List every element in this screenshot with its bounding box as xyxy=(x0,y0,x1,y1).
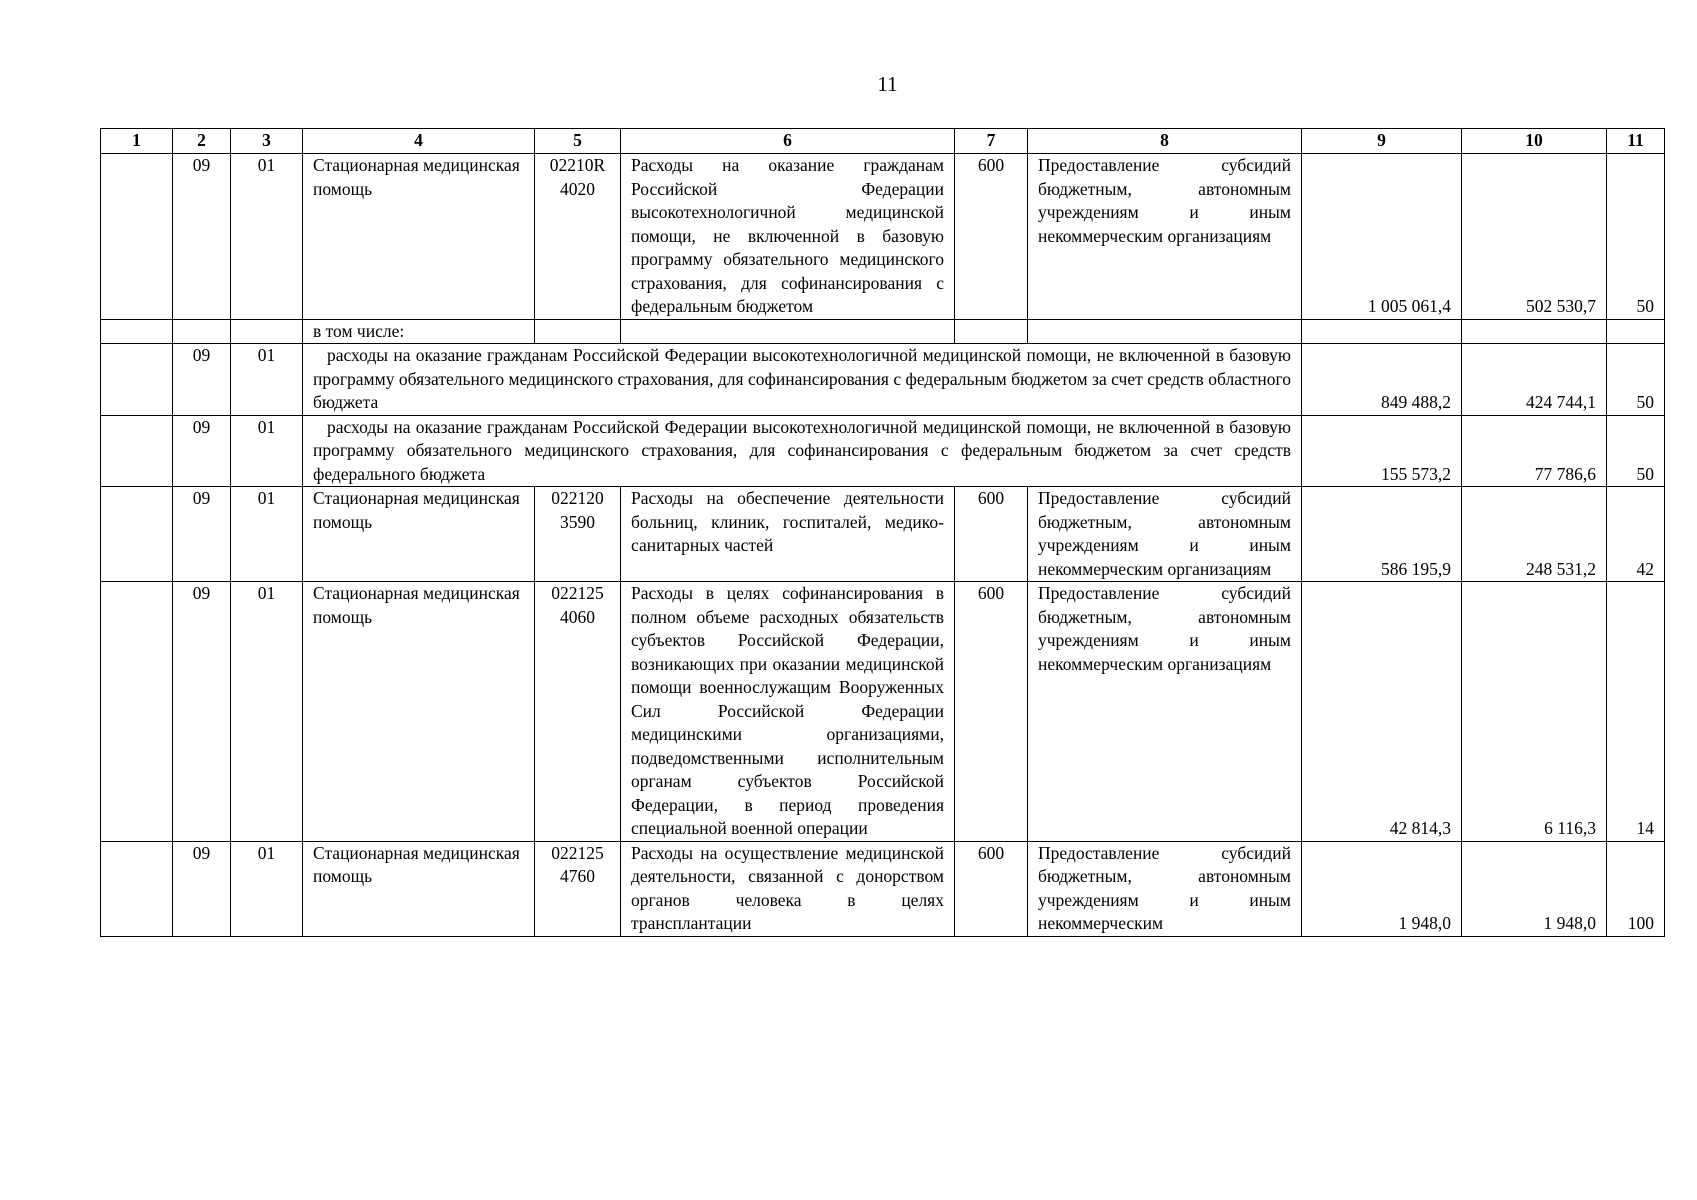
cell-description: Расходы на осуществление медицинской деятельности, связанной с донорством органов человека в целях трансплантации xyxy=(621,841,955,936)
cell-col9: 586 195,9 xyxy=(1302,487,1462,582)
cell-type-code: 600 xyxy=(955,154,1028,320)
cell-description: Расходы на оказание гражданам Российской Федерации высокотехнологичной медицинской помощи, не включенной в базовую программу обязательного медицинского страхования, для софинансирования с федеральным бюджетом xyxy=(621,154,955,320)
col-header-8: 8 xyxy=(1028,129,1302,154)
cell-col11: 42 xyxy=(1607,487,1665,582)
col-header-7: 7 xyxy=(955,129,1028,154)
cell-empty xyxy=(621,319,955,344)
cell-subsection: 01 xyxy=(231,487,303,582)
cell-type-name: Предоставление субсидий бюджетным, автономным учреждениям и иным некоммерческим организациям xyxy=(1028,487,1302,582)
cell-col10: 6 116,3 xyxy=(1462,582,1607,842)
cell-empty xyxy=(535,319,621,344)
cell-empty xyxy=(955,319,1028,344)
cell-col1 xyxy=(101,487,173,582)
col-header-4: 4 xyxy=(303,129,535,154)
cell-col11: 100 xyxy=(1607,841,1665,936)
cell-type-code: 600 xyxy=(955,841,1028,936)
col-header-10: 10 xyxy=(1462,129,1607,154)
cell-subsection: 01 xyxy=(231,415,303,487)
cell-name: Стационарная медицинская помощь xyxy=(303,154,535,320)
col-header-1: 1 xyxy=(101,129,173,154)
cell-col10: 77 786,6 xyxy=(1462,415,1607,487)
cell-section: 09 xyxy=(173,154,231,320)
table-row xyxy=(101,154,1665,320)
cell-type-code: 600 xyxy=(955,487,1028,582)
table-row xyxy=(101,582,1665,842)
cell-col1 xyxy=(101,344,173,416)
cell-empty xyxy=(231,319,303,344)
page-number: 11 xyxy=(877,72,898,96)
cell-code: 022120 3590 xyxy=(535,487,621,582)
cell-type-name: Предоставление субсидий бюджетным, автономным учреждениям и иным некоммерческим xyxy=(1028,841,1302,936)
cell-col9: 42 814,3 xyxy=(1302,582,1462,842)
cell-merged-description: расходы на оказание гражданам Российской Федерации высокотехнологичной медицинской помощи, не включенной в базовую программу обязательного медицинского страхования, для софинансирования с федеральным бюджетом за счет средств федерального бюджета xyxy=(303,415,1302,487)
table-row xyxy=(101,487,1665,582)
col-header-3: 3 xyxy=(231,129,303,154)
cell-description: Расходы в целях софинансирования в полном объеме расходных обязательств субъектов Российской Федерации, возникающих при оказании медицинской помощи военнослужащим Вооруженных Сил Российской Федерации медицинскими организациями, подведомственными исполнительным органам субъектов Российской Федерации, в период проведения специальной военной операции xyxy=(621,582,955,842)
cell-code: 02210R 4020 xyxy=(535,154,621,320)
cell-col10: 424 744,1 xyxy=(1462,344,1607,416)
cell-section: 09 xyxy=(173,487,231,582)
budget-table xyxy=(100,128,1665,937)
table-row xyxy=(101,344,1665,416)
col-header-9: 9 xyxy=(1302,129,1462,154)
cell-type-name: Предоставление субсидий бюджетным, автономным учреждениям и иным некоммерческим организациям xyxy=(1028,582,1302,842)
cell-col11: 14 xyxy=(1607,582,1665,842)
cell-col1 xyxy=(101,154,173,320)
cell-col1 xyxy=(101,841,173,936)
col-header-5: 5 xyxy=(535,129,621,154)
cell-code: 022125 4760 xyxy=(535,841,621,936)
cell-empty xyxy=(101,319,173,344)
col-header-11: 11 xyxy=(1607,129,1665,154)
cell-empty xyxy=(1462,319,1607,344)
cell-name: Стационарная медицинская помощь xyxy=(303,487,535,582)
cell-col1 xyxy=(101,582,173,842)
cell-col9: 1 005 061,4 xyxy=(1302,154,1462,320)
cell-section: 09 xyxy=(173,582,231,842)
cell-including-label: в том числе: xyxy=(303,319,535,344)
cell-merged-description: расходы на оказание гражданам Российской Федерации высокотехнологичной медицинской помощи, не включенной в базовую программу обязательного медицинского страхования, для софинансирования с федеральным бюджетом за счет средств областного бюджета xyxy=(303,344,1302,416)
cell-section: 09 xyxy=(173,841,231,936)
cell-col9: 849 488,2 xyxy=(1302,344,1462,416)
cell-empty xyxy=(1028,319,1302,344)
table-row xyxy=(101,841,1665,936)
cell-col10: 248 531,2 xyxy=(1462,487,1607,582)
cell-subsection: 01 xyxy=(231,344,303,416)
cell-code: 022125 4060 xyxy=(535,582,621,842)
cell-empty xyxy=(1607,319,1665,344)
cell-col9: 155 573,2 xyxy=(1302,415,1462,487)
cell-col1 xyxy=(101,415,173,487)
cell-name: Стационарная медицинская помощь xyxy=(303,841,535,936)
cell-subsection: 01 xyxy=(231,841,303,936)
col-header-6: 6 xyxy=(621,129,955,154)
cell-section: 09 xyxy=(173,344,231,416)
cell-col10: 1 948,0 xyxy=(1462,841,1607,936)
cell-col11: 50 xyxy=(1607,154,1665,320)
cell-col11: 50 xyxy=(1607,344,1665,416)
cell-subsection: 01 xyxy=(231,154,303,320)
cell-subsection: 01 xyxy=(231,582,303,842)
cell-description: Расходы на обеспечение деятельности больниц, клиник, госпиталей, медико-санитарных частей xyxy=(621,487,955,582)
header-row xyxy=(101,129,1665,154)
cell-empty xyxy=(173,319,231,344)
cell-col10: 502 530,7 xyxy=(1462,154,1607,320)
table-row xyxy=(101,319,1665,344)
table-row xyxy=(101,415,1665,487)
cell-empty xyxy=(1302,319,1462,344)
cell-section: 09 xyxy=(173,415,231,487)
cell-type-code: 600 xyxy=(955,582,1028,842)
col-header-2: 2 xyxy=(173,129,231,154)
cell-col11: 50 xyxy=(1607,415,1665,487)
cell-type-name: Предоставление субсидий бюджетным, автономным учреждениям и иным некоммерческим организациям xyxy=(1028,154,1302,320)
cell-col9: 1 948,0 xyxy=(1302,841,1462,936)
cell-name: Стационарная медицинская помощь xyxy=(303,582,535,842)
